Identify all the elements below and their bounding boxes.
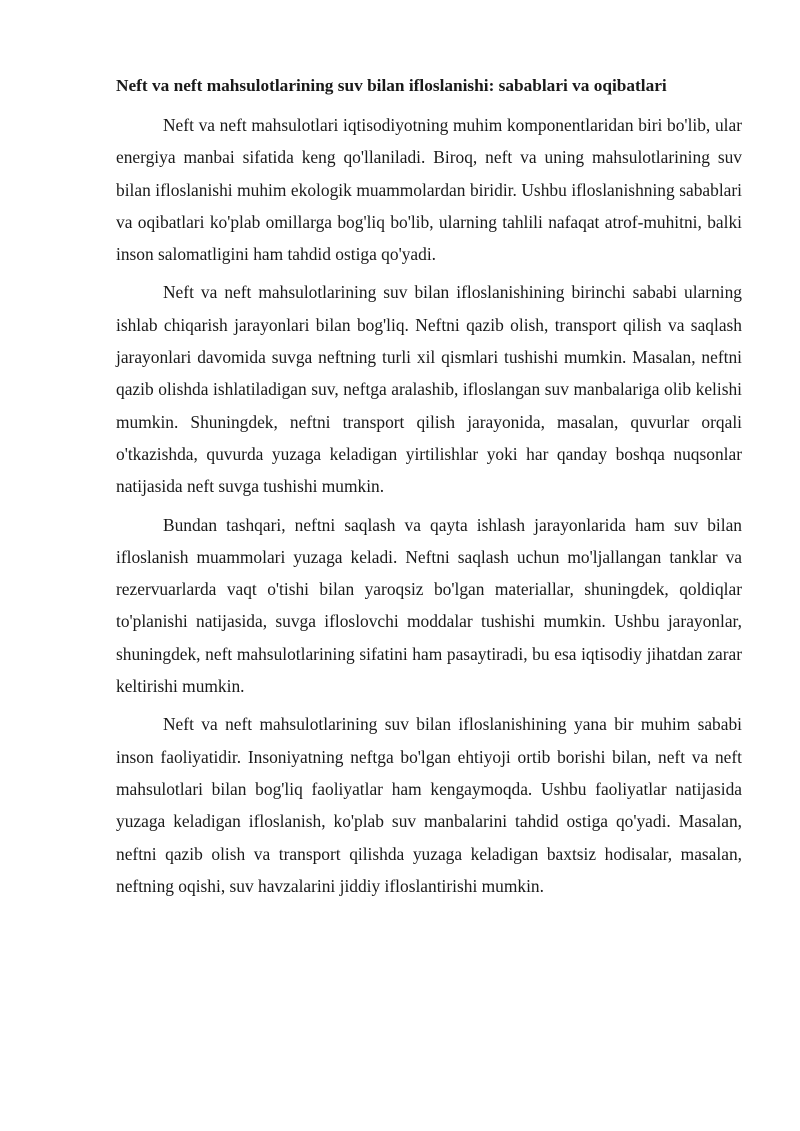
document-title: Neft va neft mahsulotlarining suv bilan ifloslanishi: sabablari va oqibatlari <box>116 76 667 95</box>
paragraph-2: Neft va neft mahsulotlarining suv bilan ifloslanishining birinchi sababi ularning ishlab chiqarish jarayonlari bilan bog'liq. Neftni qazib olish, transport qilish va saqlash jarayonlari davomida suvga neftning turli xil qismlari tushishi mumkin. Masalan, neftni qazib olishda ishlatiladigan suv, neftga aralashib, ifloslangan suv manbalariga olib kelishi mumkin. Shuningdek, neftni transport qilish jarayonida, masalan, quvurlar orqali o'tkazishda, quvurda yuzaga keladigan yirtilishlar yoki har qanday boshqa nuqsonlar natijasida neft suvga tushishi mumkin. <box>116 282 742 497</box>
document-body <box>116 73 742 908</box>
paragraph-4: Neft va neft mahsulotlarining suv bilan ifloslanishining yana bir muhim sababi inson faoliyatidir. Insoniyatning neftga bo'lgan ehtiyoji ortib borishi bilan, neft va neft mahsulotlari bilan bog'liq faoliyatlar ham kengaymoqda. Ushbu faoliyatlar natijasida yuzaga keladigan ifloslanish, ko'plab suv manbalarini tahdid ostiga qo'yadi. Masalan, neftni qazib olish va transport qilishda yuzaga keladigan baxtsiz hodisalar, masalan, neftning oqishi, suv havzalarini jiddiy ifloslantirishi mumkin. <box>116 714 742 896</box>
paragraph-1: Neft va neft mahsulotlari iqtisodiyotning muhim komponentlaridan biri bo'lib, ular energiya manbai sifatida keng qo'llaniladi. Biroq, neft va uning mahsulotlarining suv bilan ifloslanishi muhim ekologik muammolardan biridir. Ushbu ifloslanishning sabablari va oqibatlari ko'plab omillarga bog'liq bo'lib, ularning tahlili nafaqat atrof-muhitni, balki inson salomatligini ham tahdid ostiga qo'yadi. <box>116 115 742 265</box>
paragraph-3: Bundan tashqari, neftni saqlash va qayta ishlash jarayonlarida ham suv bilan ifloslanish muammolari yuzaga keladi. Neftni saqlash uchun mo'ljallangan tanklar va rezervuarlarda vaqt o'tishi bilan yaroqsiz bo'lgan materiallar, shuningdek, qoldiqlar to'planishi natijasida, suvga ifloslovchi moddalar tushishi mumkin. Ushbu jarayonlar, shuningdek, neft mahsulotlarining sifatini ham pasaytiradi, bu esa iqtisodiy jihatdan zarar keltirishi mumkin. <box>116 514 742 697</box>
